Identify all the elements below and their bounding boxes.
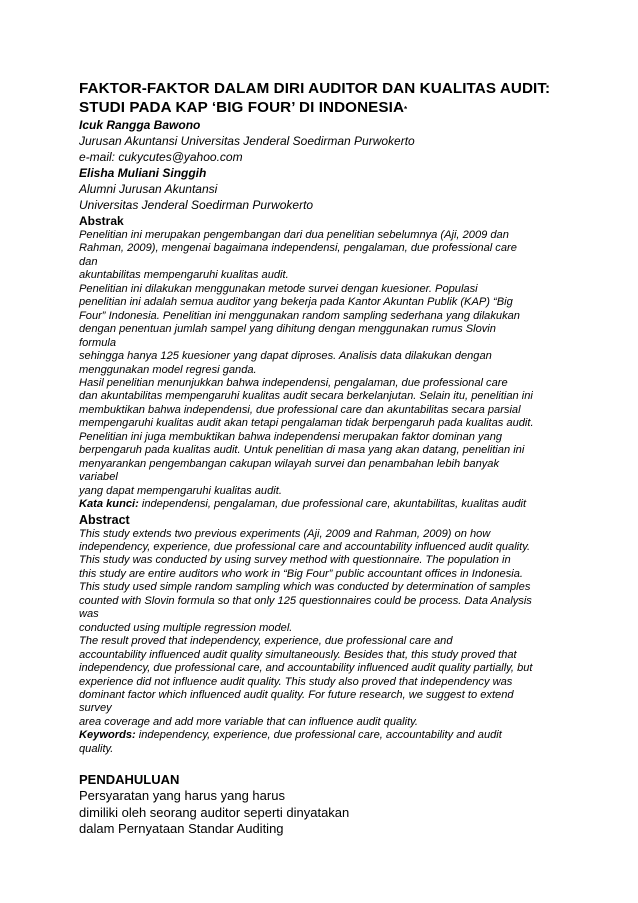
keywords-label: Keywords: bbox=[79, 729, 136, 742]
abstract-line: area coverage and add more variable that can influence audit quality. bbox=[79, 715, 418, 728]
abstract-line: independency, experience, due professional care and accountability influenced audit quality. bbox=[79, 540, 531, 553]
abstract-line: The result proved that independency, experience, due professional care and bbox=[79, 635, 453, 648]
pendahuluan-body bbox=[79, 788, 565, 837]
title-line-2: STUDI PADA KAP ‘BIG FOUR’ DI INDONESIA bbox=[79, 99, 405, 116]
pendahuluan-line: dimiliki oleh seorang auditor seperti dinyatakan bbox=[79, 804, 350, 820]
abstrak-line: membuktikan bahwa independensi, due professional care dan akuntabilitas secara parsial bbox=[79, 403, 521, 416]
abstrak-line: menyarankan pengembangan cakupan wilayah survei dan penambahan lebih banyak bbox=[79, 457, 500, 470]
author-2-affiliation-1: Alumni Jurusan Akuntansi bbox=[79, 182, 218, 196]
abstrak-line: Penelitian ini merupakan pengembangan dari dua penelitian sebelumnya (Aji, 2009 dan bbox=[79, 229, 509, 241]
author-1-affiliation: Jurusan Akuntansi Universitas Jenderal Soedirman Purwokerto bbox=[79, 134, 415, 148]
abstrak-line: Four” Indonesia. Penelitian ini menggunakan random sampling sederhana yang dilakukan bbox=[79, 309, 520, 322]
abstract-line: dominant factor which influenced audit quality. For future research, we suggest to extend bbox=[79, 688, 514, 701]
author-1-email: e-mail: cukycutes@yahoo.com bbox=[79, 150, 243, 164]
abstract-line: This study was conducted by using survey method with questionnaire. The population in bbox=[79, 554, 511, 567]
abstract-body bbox=[79, 528, 565, 730]
abstract-line: This study used simple random sampling which was conducted by determination of samples bbox=[79, 581, 531, 594]
kata-kunci bbox=[79, 498, 565, 511]
abstract-line: survey bbox=[79, 702, 112, 715]
abstract-line: experience did not influence audit quality. This study also proved that independency was bbox=[79, 675, 513, 688]
abstrak-heading: Abstrak bbox=[79, 214, 124, 228]
keywords-text-1: independency, experience, due professional care, accountability and audit bbox=[135, 729, 502, 742]
abstrak-line: menggunakan model regresi ganda. bbox=[79, 363, 257, 376]
paper-title bbox=[79, 79, 565, 117]
abstrak-line: sehingga hanya 125 kuesioner yang dapat diproses. Analisis data dilakukan dengan bbox=[79, 350, 492, 363]
abstrak-line: dan bbox=[79, 255, 98, 268]
abstrak-line: penelitian ini adalah semua auditor yang bekerja pada Kantor Akuntan Publik (KAP) “Big bbox=[79, 296, 513, 309]
abstrak-line: akuntabilitas mempengaruhi kualitas audit. bbox=[79, 269, 289, 282]
author-2-affiliation-2: Universitas Jenderal Soedirman Purwokerto bbox=[79, 198, 314, 212]
kata-kunci-label: Kata kunci: bbox=[79, 498, 139, 511]
abstract-line: accountability influenced audit quality simultaneously. Besides that, this study proved that bbox=[79, 648, 517, 661]
abstract-line: This study extends two previous experiments (Aji, 2009 and Rahman, 2009) on how bbox=[79, 527, 491, 540]
pendahuluan-heading: PENDAHULUAN bbox=[79, 772, 180, 788]
pendahuluan-line: Persyaratan yang harus yang harus bbox=[79, 788, 285, 804]
abstrak-line: mempengaruhi kualitas audit akan tetapi pengalaman tidak berpengaruh pada kualitas audit. bbox=[79, 417, 534, 430]
author-1-name: Icuk Rangga Bawono bbox=[79, 118, 201, 132]
abstrak-line: dengan penentuan jumlah sampel yang dihitung dengan menggunakan rumus Slovin bbox=[79, 323, 496, 336]
title-line-1: FAKTOR-FAKTOR DALAM DIRI AUDITOR DAN KUALITAS AUDIT: bbox=[79, 80, 551, 97]
kata-kunci-text: independensi, pengalaman, due professional care, akuntabilitas, kualitas audit bbox=[138, 498, 527, 511]
pendahuluan-line: dalam Pernyataan Standar Auditing bbox=[79, 821, 284, 837]
abstrak-line: Penelitian ini dilakukan menggunakan metode survei dengan kuesioner. Populasi bbox=[79, 282, 478, 295]
author-block bbox=[79, 117, 565, 213]
abstract-line: counted with Slovin formula so that only 125 questionnaires could be process. Data Analysis bbox=[79, 594, 532, 607]
abstract-line: conducted using multiple regression model. bbox=[79, 621, 293, 634]
keywords-text-2: quality. bbox=[79, 742, 114, 755]
abstract-line: independency, due professional care, and accountability influenced audit quality partially, but bbox=[79, 662, 533, 675]
title-footnote-mark: * bbox=[404, 105, 408, 114]
abstrak-line: formula bbox=[79, 336, 116, 349]
abstract-line: was bbox=[79, 608, 99, 621]
abstract-heading: Abstract bbox=[79, 512, 130, 527]
abstrak-line: Hasil penelitian menunjukkan bahwa independensi, pengalaman, due professional care bbox=[79, 376, 508, 389]
abstrak-line: dan akuntabilitas mempengaruhi kualitas audit secara berkelanjutan. Selain itu, penelitian ini bbox=[79, 390, 533, 403]
abstrak-line: yang dapat mempengaruhi kualitas audit. bbox=[79, 484, 282, 497]
paper-page bbox=[79, 79, 565, 837]
abstrak-line: berpengaruh pada kualitas audit. Untuk penelitian di masa yang akan datang, penelitian ini bbox=[79, 444, 525, 457]
abstract-line: this study are entire auditors who work in “Big Four” public accountant offices in Indonesia. bbox=[79, 567, 523, 580]
keywords bbox=[79, 729, 565, 756]
author-2-name: Elisha Muliani Singgih bbox=[79, 166, 207, 180]
abstrak-body bbox=[79, 229, 565, 498]
abstrak-line: Penelitian ini juga membuktikan bahwa independensi merupakan faktor dominan yang bbox=[79, 430, 503, 443]
abstrak-line: variabel bbox=[79, 471, 118, 484]
abstrak-line: Rahman, 2009), mengenai bagaimana independensi, pengalaman, due professional care bbox=[79, 242, 517, 255]
